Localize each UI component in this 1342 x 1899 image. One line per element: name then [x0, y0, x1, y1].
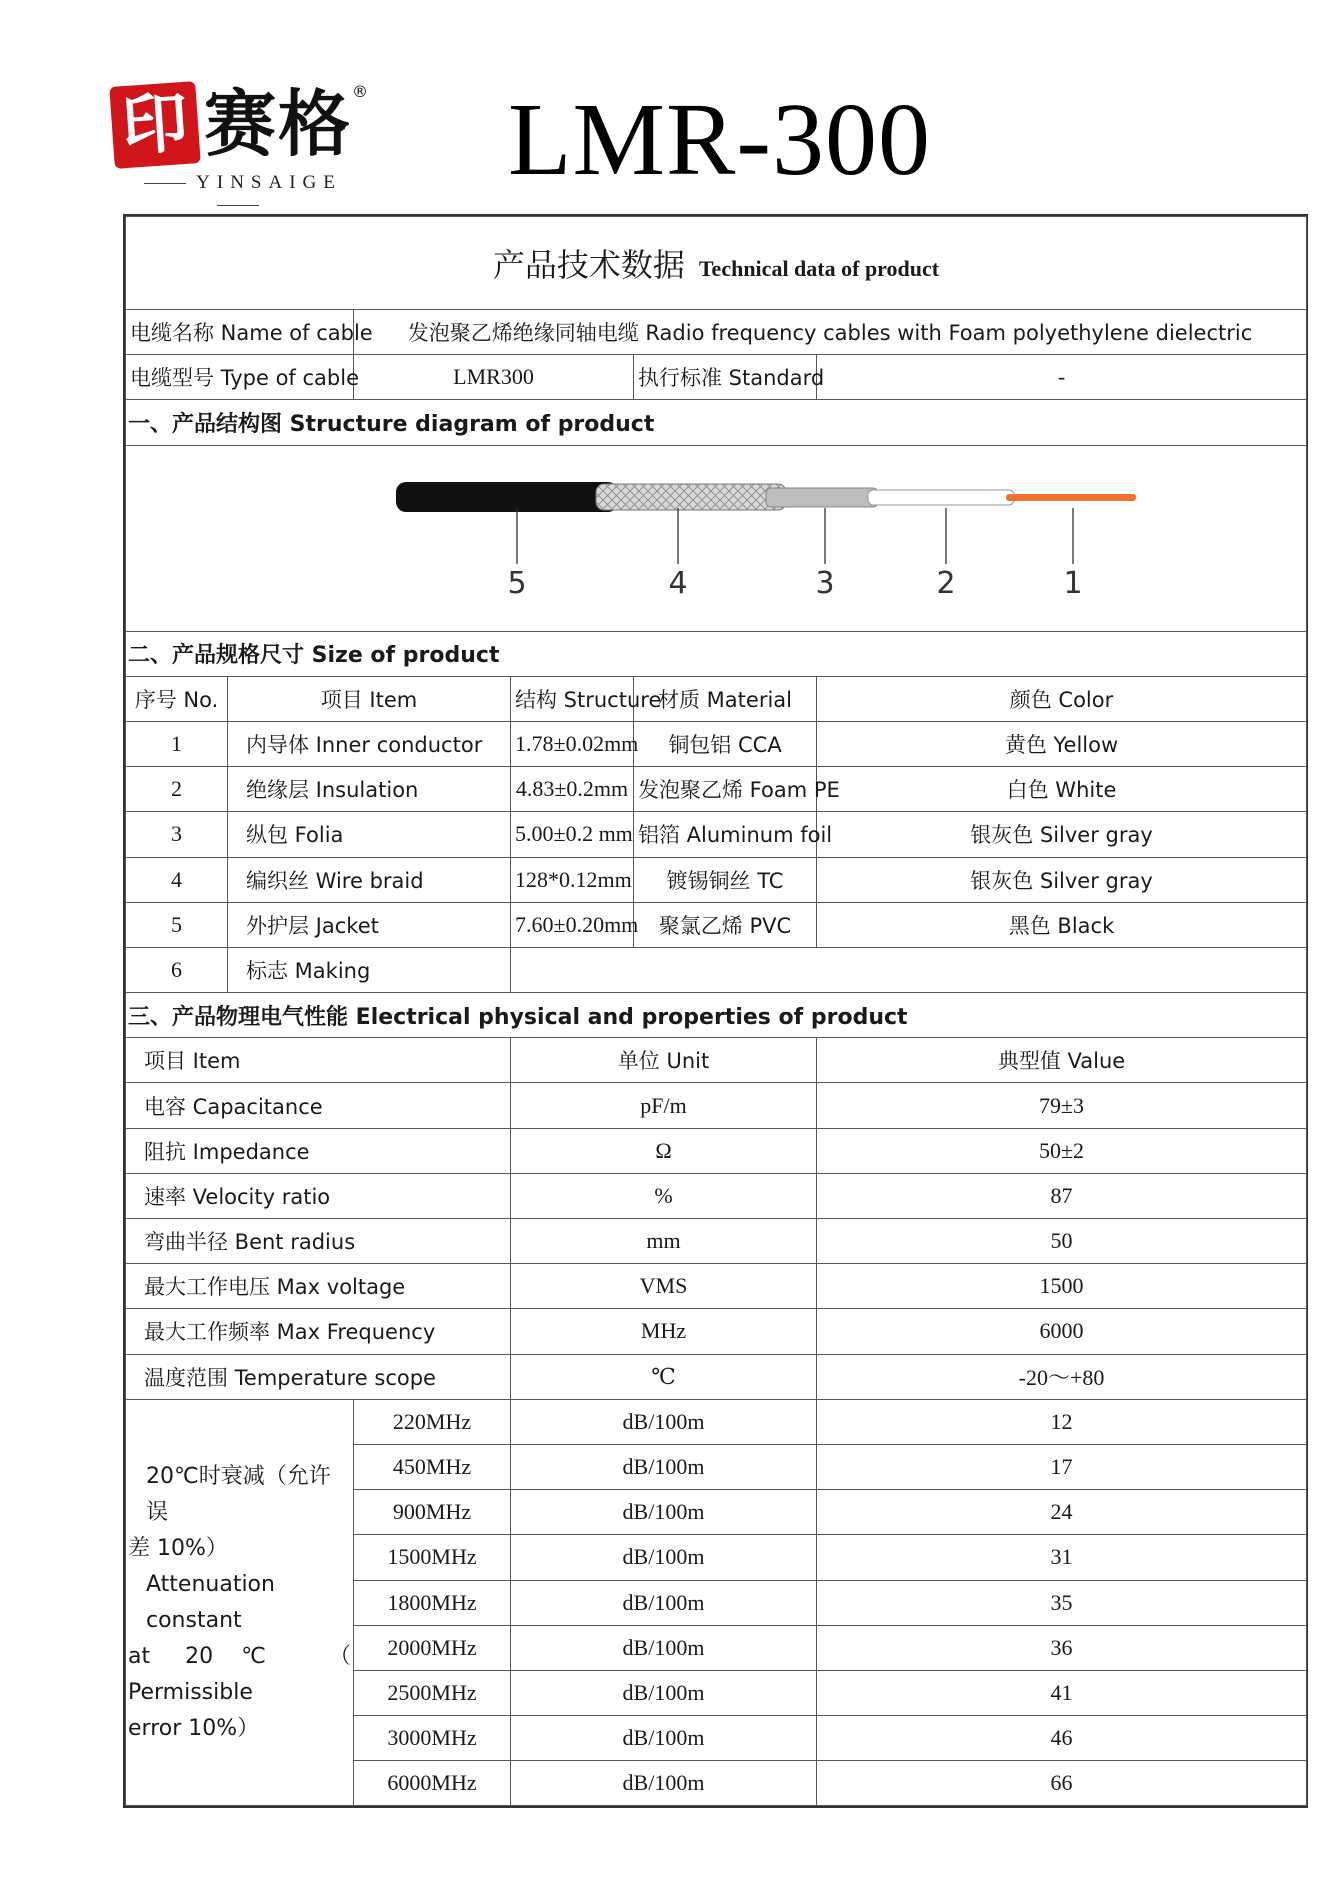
size-cell-r2-c3: 发泡聚乙烯 Foam PE [634, 767, 817, 812]
attenuation-label-line-0: 20℃时衰减（允许误 [146, 1463, 331, 1525]
size-cell-r5-c3: 聚氯乙烯 PVC [634, 902, 817, 947]
cable-name-label: 电缆名称 Name of cable [126, 310, 354, 355]
component-number-1: 1 [1063, 565, 1083, 601]
size-cell-r6-c0: 6 [126, 947, 228, 992]
size-cell-r6-c1: 标志 Making [228, 947, 511, 992]
electrical-value-6: -20～+80 [817, 1354, 1307, 1399]
conductor-layer [1006, 494, 1136, 501]
attenuation-value-4: 35 [817, 1580, 1307, 1625]
electrical-value-0: 79±3 [817, 1083, 1307, 1128]
attenuation-freq-5: 2000MHz [354, 1625, 511, 1670]
attenuation-value-2: 24 [817, 1490, 1307, 1535]
size-cell-r3-c1: 纵包 Folia [228, 812, 511, 857]
size-cell-r2-c2: 4.83±0.2mm [511, 767, 634, 812]
section-structure-title: 一、产品结构图 Structure diagram of product [126, 400, 1307, 445]
electrical-value-5: 6000 [817, 1309, 1307, 1354]
attenuation-label-line-2: Attenuation constant [146, 1571, 275, 1633]
attenuation-label-line-1: 差 10%） [128, 1535, 228, 1561]
size-header-0: 序号 No. [126, 676, 228, 721]
electrical-unit-2: % [511, 1173, 817, 1218]
size-cell-r4-c0: 4 [126, 857, 228, 902]
section-size-title: 二、产品规格尺寸 Size of product [126, 631, 1307, 676]
size-header-2: 结构 Structure [511, 676, 634, 721]
electrical-value-3: 50 [817, 1219, 1307, 1264]
electrical-unit-0: pF/m [511, 1083, 817, 1128]
attenuation-unit-4: dB/100m [511, 1580, 817, 1625]
attenuation-freq-0: 220MHz [354, 1399, 511, 1444]
attenuation-freq-6: 2500MHz [354, 1670, 511, 1715]
electrical-unit-1: Ω [511, 1128, 817, 1173]
size-cell-r1-c0: 1 [126, 721, 228, 766]
size-cell-r2-c4: 白色 White [817, 767, 1307, 812]
size-cell-r4-c3: 镀锡铜丝 TC [634, 857, 817, 902]
header-title-cn: 产品技术数据 [492, 246, 685, 284]
electrical-item-3: 弯曲半径 Bent radius [126, 1219, 511, 1264]
electrical-item-6: 温度范围 Temperature scope [126, 1354, 511, 1399]
attenuation-freq-7: 3000MHz [354, 1716, 511, 1761]
size-cell-r3-c2: 5.00±0.2 mm [511, 812, 634, 857]
attenuation-freq-2: 900MHz [354, 1490, 511, 1535]
size-cell-r5-c4: 黑色 Black [817, 902, 1307, 947]
component-number-4: 4 [668, 565, 688, 601]
registered-mark: ® [352, 82, 368, 101]
electrical-unit-4: VMS [511, 1264, 817, 1309]
technical-data-sheet [123, 214, 1308, 1808]
attenuation-value-7: 46 [817, 1716, 1307, 1761]
size-cell-r4-c4: 银灰色 Silver gray [817, 857, 1307, 902]
size-cell-r3-c3: 铝箔 Aluminum foil [634, 812, 817, 857]
attenuation-label-line-4: error 10%） [128, 1715, 260, 1741]
electrical-value-2: 87 [817, 1173, 1307, 1218]
logo-english-name: YINSAIGE [108, 172, 368, 216]
electrical-unit-6: ℃ [511, 1354, 817, 1399]
size-cell-r5-c2: 7.60±0.20mm [511, 902, 634, 947]
attenuation-unit-1: dB/100m [511, 1444, 817, 1489]
attenuation-label [126, 1399, 354, 1806]
braid-layer [596, 484, 786, 510]
size-header-3: 材质 Material [634, 676, 817, 721]
attenuation-freq-8: 6000MHz [354, 1761, 511, 1806]
standard-value: - [817, 355, 1307, 400]
size-cell-r4-c2: 128*0.12mm [511, 857, 634, 902]
cable-type-value: LMR300 [354, 355, 634, 400]
attenuation-unit-0: dB/100m [511, 1399, 817, 1444]
electrical-unit-3: mm [511, 1219, 817, 1264]
attenuation-unit-7: dB/100m [511, 1716, 817, 1761]
sheet-header [126, 217, 1307, 310]
standard-label: 执行标准 Standard [634, 355, 817, 400]
technical-data-table [125, 216, 1307, 1806]
size-cell-r6-empty [511, 947, 1307, 992]
attenuation-unit-8: dB/100m [511, 1761, 817, 1806]
size-cell-r1-c4: 黄色 Yellow [817, 721, 1307, 766]
size-cell-r4-c1: 编织丝 Wire braid [228, 857, 511, 902]
structure-diagram [126, 445, 1307, 631]
attenuation-value-0: 12 [817, 1399, 1307, 1444]
electrical-item-1: 阻抗 Impedance [126, 1128, 511, 1173]
logo-chinese-name: 赛格 [204, 82, 353, 166]
size-cell-r3-c4: 银灰色 Silver gray [817, 812, 1307, 857]
size-cell-r3-c0: 3 [126, 812, 228, 857]
electrical-item-5: 最大工作频率 Max Frequency [126, 1309, 511, 1354]
attenuation-value-6: 41 [817, 1670, 1307, 1715]
attenuation-freq-4: 1800MHz [354, 1580, 511, 1625]
electrical-value-1: 50±2 [817, 1128, 1307, 1173]
component-number-5: 5 [507, 565, 527, 601]
electrical-value-4: 1500 [817, 1264, 1307, 1309]
attenuation-unit-3: dB/100m [511, 1535, 817, 1580]
size-cell-r1-c2: 1.78±0.02mm [511, 721, 634, 766]
cable-cross-section-svg [126, 446, 1307, 631]
attenuation-unit-5: dB/100m [511, 1625, 817, 1670]
electrical-item-0: 电容 Capacitance [126, 1083, 511, 1128]
insulation-layer [868, 490, 1014, 505]
product-title: LMR-300 [508, 82, 931, 197]
size-cell-r5-c1: 外护层 Jacket [228, 902, 511, 947]
size-header-1: 项目 Item [228, 676, 511, 721]
size-cell-r2-c1: 绝缘层 Insulation [228, 767, 511, 812]
attenuation-value-3: 31 [817, 1535, 1307, 1580]
attenuation-unit-6: dB/100m [511, 1670, 817, 1715]
attenuation-unit-2: dB/100m [511, 1490, 817, 1535]
size-cell-r2-c0: 2 [126, 767, 228, 812]
size-header-4: 颜色 Color [817, 676, 1307, 721]
electrical-unit-5: MHz [511, 1309, 817, 1354]
attenuation-freq-1: 450MHz [354, 1444, 511, 1489]
attenuation-value-5: 36 [817, 1625, 1307, 1670]
electrical-header-value: 典型值 Value [817, 1038, 1307, 1083]
section-electrical-title: 三、产品物理电气性能 Electrical physical and properties of product [126, 993, 1307, 1038]
electrical-header-unit: 单位 Unit [511, 1038, 817, 1083]
size-cell-r5-c0: 5 [126, 902, 228, 947]
electrical-header-item: 项目 Item [126, 1038, 511, 1083]
foil-layer [766, 488, 878, 507]
size-cell-r1-c3: 铜包铝 CCA [634, 721, 817, 766]
electrical-item-2: 速率 Velocity ratio [126, 1173, 511, 1218]
electrical-item-4: 最大工作电压 Max voltage [126, 1264, 511, 1309]
attenuation-value-8: 66 [817, 1761, 1307, 1806]
attenuation-label-line-3: at 20℃ （ Permissible [128, 1643, 351, 1705]
cable-name-value: 发泡聚乙烯绝缘同轴电缆 Radio frequency cables with Foam polyethylene dielectric [354, 310, 1307, 355]
size-cell-r1-c1: 内导体 Inner conductor [228, 721, 511, 766]
attenuation-freq-3: 1500MHz [354, 1535, 511, 1580]
cable-type-label: 电缆型号 Type of cable [126, 355, 354, 400]
attenuation-value-1: 17 [817, 1444, 1307, 1489]
component-number-2: 2 [936, 565, 956, 601]
component-number-3: 3 [815, 565, 835, 601]
logo-mark: 印 [109, 81, 201, 169]
jacket-layer [396, 482, 618, 512]
header-title-en: Technical data of product [698, 256, 940, 281]
brand-logo [108, 78, 388, 198]
